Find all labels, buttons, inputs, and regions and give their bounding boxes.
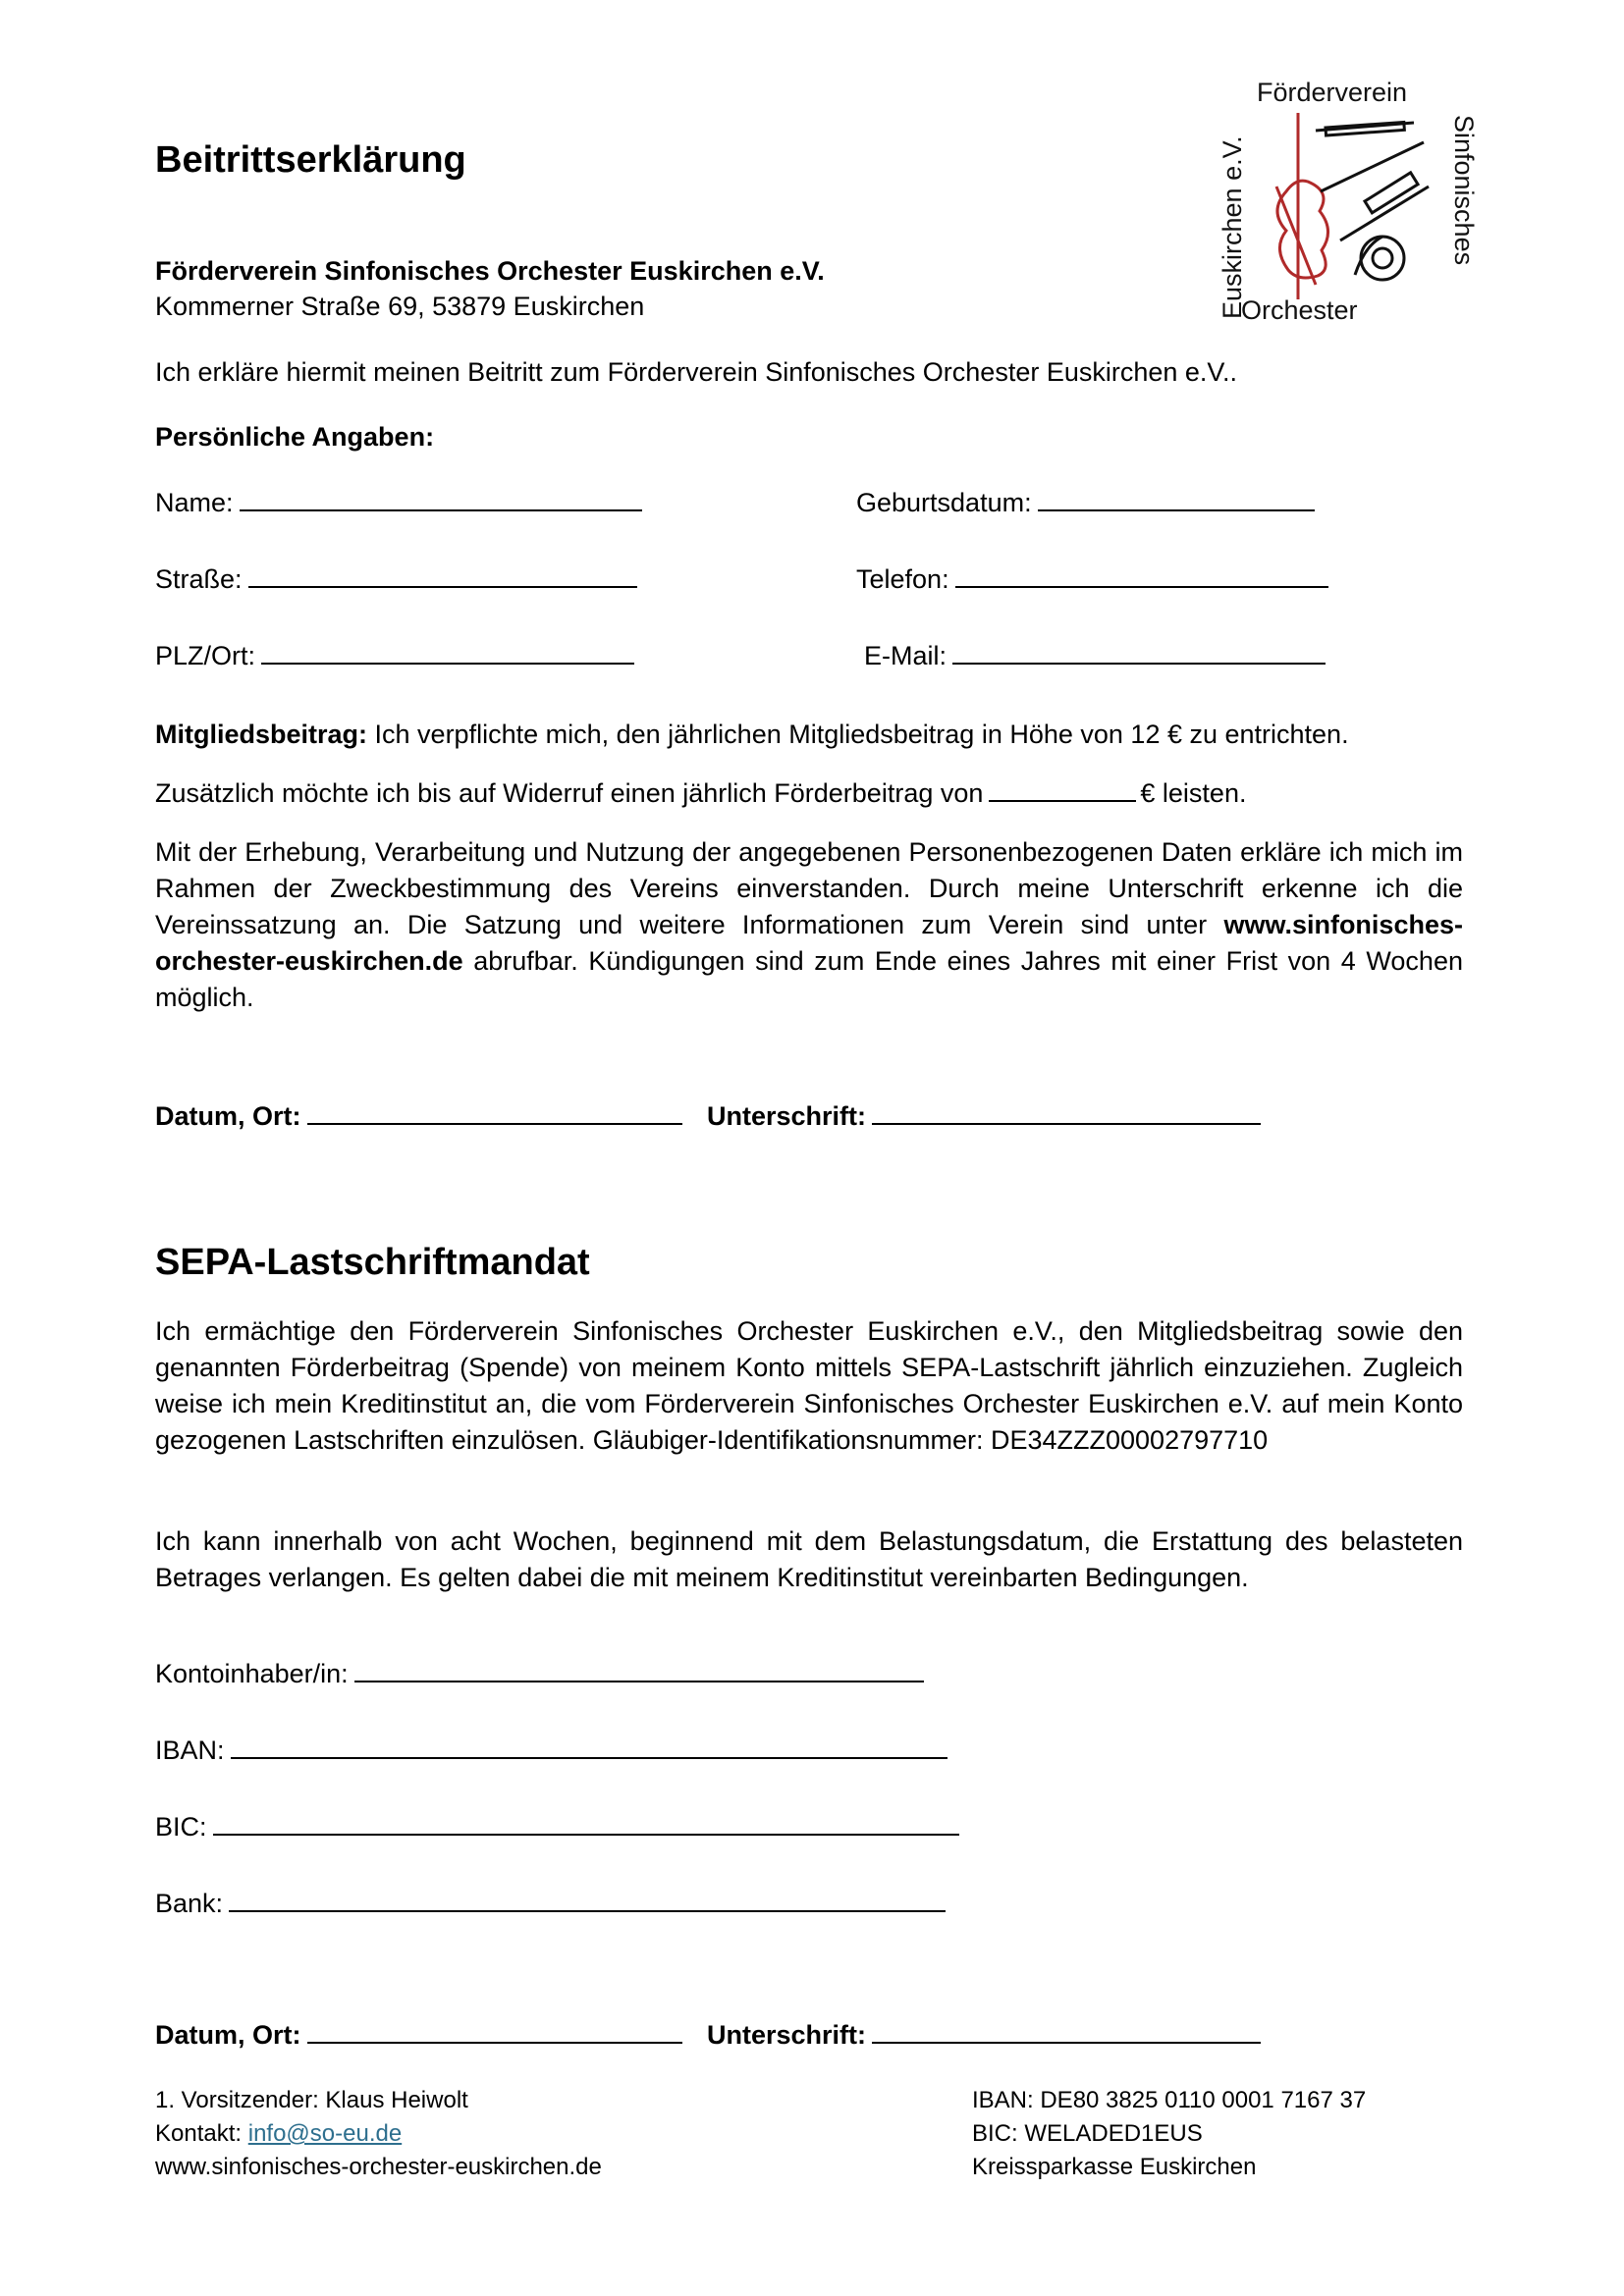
footer-website: www.sinfonisches-orchester-euskirchen.de bbox=[155, 2154, 602, 2180]
bic-label: BIC: bbox=[155, 1812, 207, 1842]
iban-field[interactable] bbox=[155, 1735, 947, 1766]
email-field[interactable] bbox=[864, 641, 1326, 671]
org-name: Förderverein Sinfonisches Orchester Euskirchen e.V. bbox=[155, 256, 825, 286]
email-label: E-Mail: bbox=[864, 641, 947, 670]
name-input-line[interactable] bbox=[240, 488, 642, 511]
zip-city-input-line[interactable] bbox=[261, 641, 634, 665]
fee-text: Ich verpflichte mich, den jährlichen Mitgliedsbeitrag in Höhe von 12 € zu entrichten. bbox=[374, 720, 1349, 749]
date-place-line[interactable] bbox=[307, 1101, 682, 1125]
street-label: Straße: bbox=[155, 564, 243, 594]
phone-label: Telefon: bbox=[856, 564, 949, 594]
footer-bank: Kreissparkasse Euskirchen bbox=[972, 2154, 1257, 2180]
sepa-signature-label: Unterschrift: bbox=[707, 2020, 867, 2050]
iban-input-line[interactable] bbox=[231, 1735, 947, 1759]
privacy-text-after: abrufbar. Kündigungen sind zum Ende eines Jahres mit einer Frist von 4 Wochen möglich. bbox=[155, 946, 1463, 1012]
logo-text-bottom: Orchester bbox=[1241, 295, 1358, 324]
footer-contact bbox=[155, 2117, 602, 2151]
birthdate-field[interactable] bbox=[856, 488, 1315, 518]
bic-field[interactable] bbox=[155, 1812, 959, 1842]
zip-city-field[interactable] bbox=[155, 641, 634, 671]
org-address: Kommerner Straße 69, 53879 Euskirchen bbox=[155, 292, 645, 321]
footer-chair: 1. Vorsitzender: Klaus Heiwolt bbox=[155, 2087, 468, 2113]
street-input-line[interactable] bbox=[248, 564, 637, 588]
name-label: Name: bbox=[155, 488, 234, 517]
sepa-mandate-text: Ich ermächtige den Förderverein Sinfonisches Orchester Euskirchen e.V., den Mitgliedsbeitrag sowie den genannten Förderbeitrag (Spende) von meinem Konto mittels SEPA-Lastschrift jährlich einzuziehen. Zugleich weise ich mein Kreditinstitut an, die vom Förderverein Sinfonisches Orchester Euskirchen e.V. auf mein Konto gezogenen Lastschriften einzulösen. Gläubiger-Identifikationsnummer: DE34ZZZ00002797710 bbox=[155, 1316, 1463, 1455]
signature-label: Unterschrift: bbox=[707, 1101, 867, 1131]
birthdate-input-line[interactable] bbox=[1038, 488, 1315, 511]
declaration-text: Ich erkläre hiermit meinen Beitritt zum Förderverein Sinfonisches Orchester Euskirchen e.V.. bbox=[155, 357, 1237, 387]
extra-contribution bbox=[155, 775, 1246, 812]
date-place-label: Datum, Ort: bbox=[155, 1101, 301, 1131]
extra-text-before: Zusätzlich möchte ich bis auf Widerruf einen jährlich Förderbeitrag von bbox=[155, 778, 984, 808]
street-field[interactable] bbox=[155, 564, 637, 595]
email-input-line[interactable] bbox=[952, 641, 1326, 665]
fee-label: Mitgliedsbeitrag: bbox=[155, 720, 368, 749]
privacy-paragraph bbox=[155, 834, 1463, 1016]
sepa-signature[interactable] bbox=[707, 2020, 1261, 2051]
iban-label: IBAN: bbox=[155, 1735, 225, 1765]
bank-label: Bank: bbox=[155, 1889, 224, 1918]
footer-iban: IBAN: DE80 3825 0110 0001 7167 37 bbox=[972, 2087, 1367, 2113]
sepa-signature-line[interactable] bbox=[872, 2020, 1261, 2044]
bic-input-line[interactable] bbox=[213, 1812, 959, 1836]
sepa-date-place-line[interactable] bbox=[307, 2020, 682, 2044]
extra-text-after: € leisten. bbox=[1140, 778, 1247, 808]
orchestra-instruments-icon bbox=[1276, 113, 1429, 299]
membership-signature[interactable] bbox=[707, 1101, 1261, 1132]
holder-input-line[interactable] bbox=[354, 1659, 924, 1682]
footer-contact-email[interactable]: info@so-eu.de bbox=[247, 2120, 403, 2147]
privacy-url: www.sinfonisches-orchester-euskirchen.de bbox=[155, 910, 1463, 976]
orchestra-logo bbox=[1218, 74, 1483, 324]
holder-label: Kontoinhaber/in: bbox=[155, 1659, 349, 1688]
zip-city-label: PLZ/Ort: bbox=[155, 641, 256, 670]
sepa-date-place[interactable] bbox=[155, 2020, 682, 2051]
birthdate-label: Geburtsdatum: bbox=[856, 488, 1032, 517]
footer-right bbox=[972, 2084, 1366, 2184]
sepa-title: SEPA-Lastschriftmandat bbox=[155, 1242, 590, 1283]
phone-input-line[interactable] bbox=[955, 564, 1328, 588]
personal-heading: Persönliche Angaben: bbox=[155, 422, 435, 452]
privacy-text-before: Mit der Erhebung, Verarbeitung und Nutzung der angegebenen Personenbezogenen Daten erkläre ich mich im Rahmen der Zweckbestimmung des Vereins einverstanden. Durch meine Unterschrift erkenne ich die Vereinssatzung an. Die Satzung und weitere Informationen zum Verein sind unter bbox=[155, 837, 1463, 939]
bank-input-line[interactable] bbox=[229, 1889, 946, 1912]
signature-line[interactable] bbox=[872, 1101, 1261, 1125]
footer-bic: BIC: WELADED1EUS bbox=[972, 2120, 1203, 2147]
extra-amount-line[interactable] bbox=[989, 778, 1136, 802]
logo-text-right: Sinfonisches bbox=[1449, 115, 1479, 266]
footer-contact-label: Kontakt: bbox=[155, 2120, 243, 2147]
membership-date-place[interactable] bbox=[155, 1101, 682, 1132]
sepa-refund-text: Ich kann innerhalb von acht Wochen, beginnend mit dem Belastungsdatum, die Erstattung des belasteten Betrages verlangen. Es gelten dabei die mit meinem Kreditinstitut vereinbarten Bedingungen. bbox=[155, 1526, 1463, 1592]
footer-left bbox=[155, 2084, 602, 2184]
name-field[interactable] bbox=[155, 488, 642, 518]
holder-field[interactable] bbox=[155, 1659, 924, 1689]
phone-field[interactable] bbox=[856, 564, 1328, 595]
logo-text-left: Euskirchen e.V. bbox=[1218, 135, 1247, 319]
page-title: Beitrittserklärung bbox=[155, 139, 466, 181]
fee-paragraph bbox=[155, 717, 1471, 753]
bank-field[interactable] bbox=[155, 1889, 946, 1919]
sepa-date-place-label: Datum, Ort: bbox=[155, 2020, 301, 2050]
logo-text-top: Förderverein bbox=[1257, 78, 1408, 107]
